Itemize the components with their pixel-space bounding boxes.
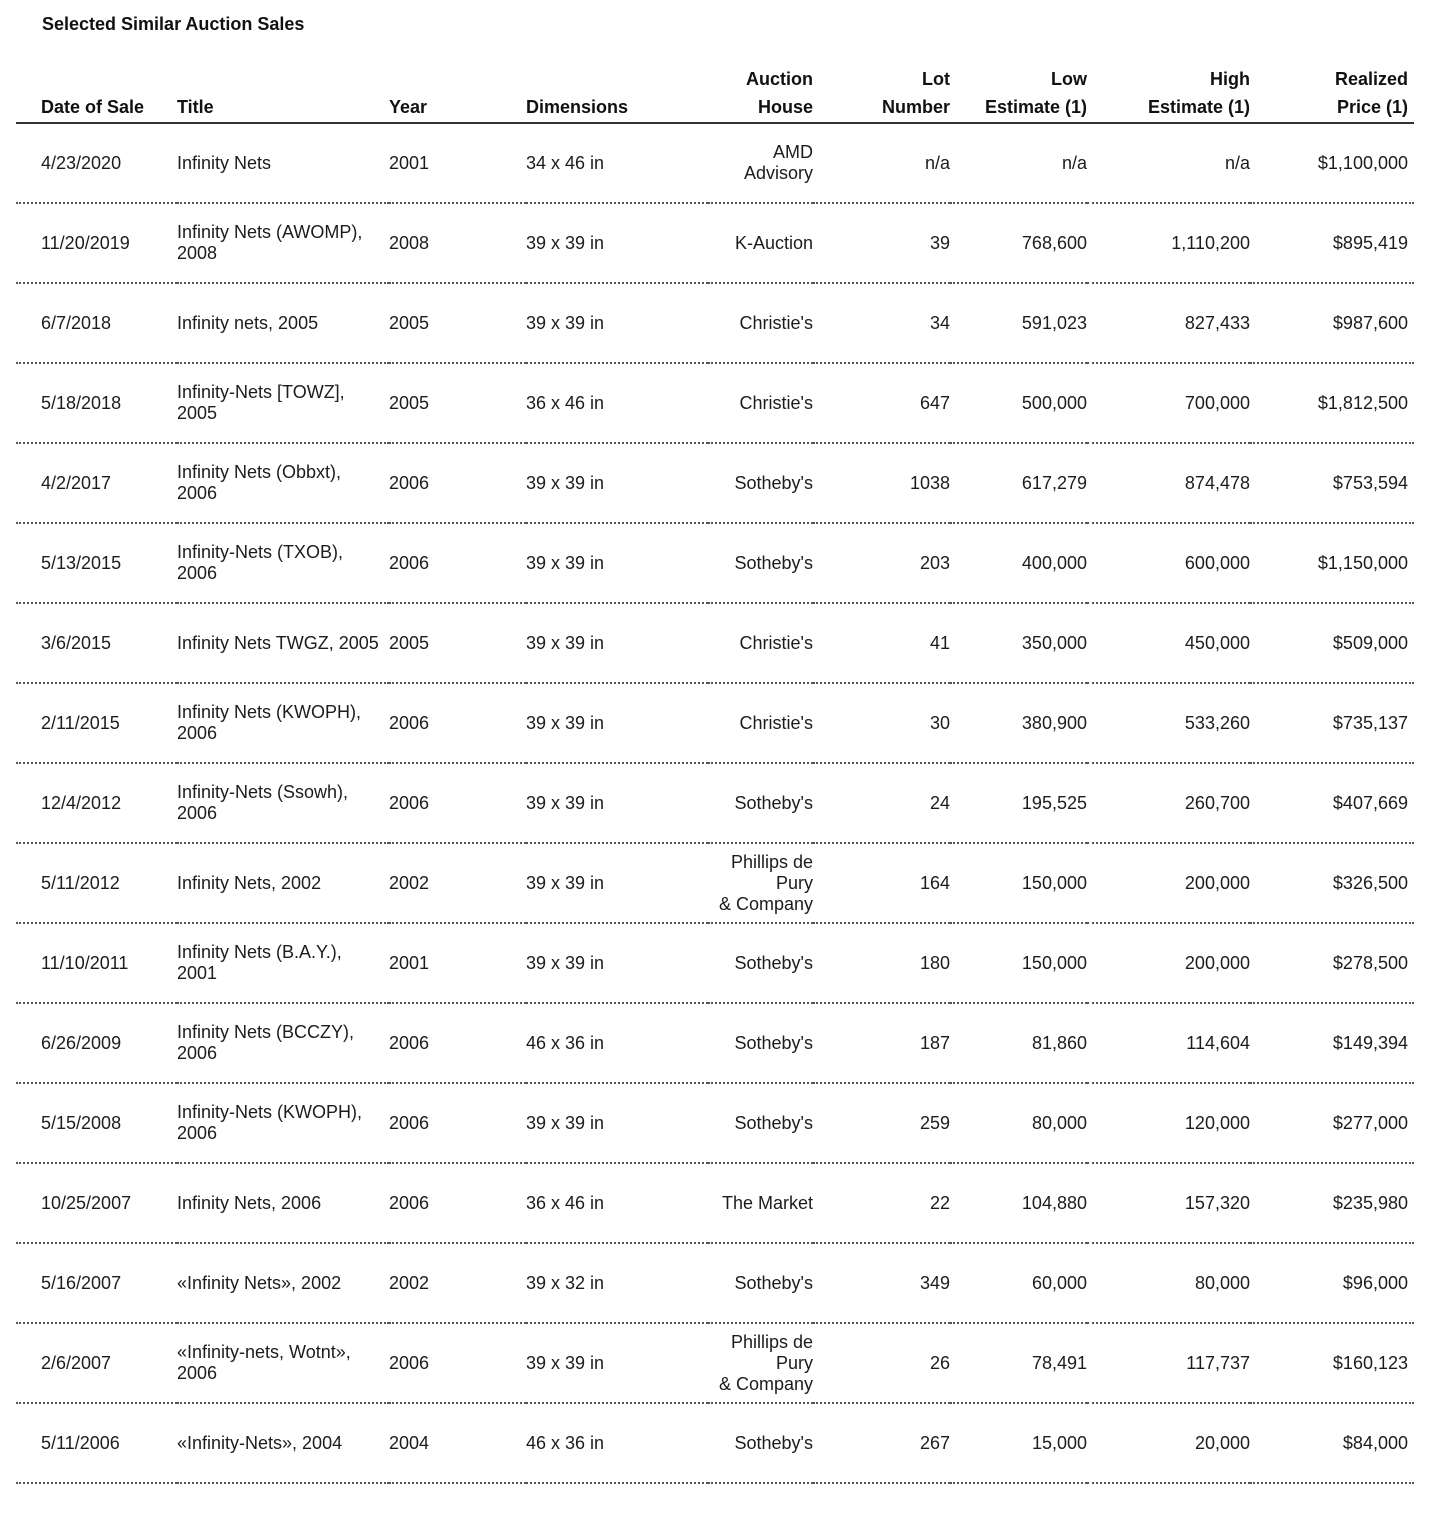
cell-date: 5/11/2012 [16, 843, 177, 923]
table-row [16, 763, 1414, 843]
cell-realized-price: $84,000 [1250, 1403, 1414, 1483]
cell-high-estimate: 874,478 [1087, 443, 1250, 523]
cell-dimensions: 39 x 39 in [526, 523, 708, 603]
cell-low-estimate: 78,491 [950, 1323, 1087, 1403]
table-row [16, 1083, 1414, 1163]
cell-lot-number: 30 [813, 683, 950, 763]
cell-title: Infinity-Nets (TXOB), 2006 [177, 523, 389, 603]
cell-low-estimate: 80,000 [950, 1083, 1087, 1163]
cell-date: 11/10/2011 [16, 923, 177, 1003]
cell-high-estimate: n/a [1087, 123, 1250, 203]
header-row [16, 62, 1414, 123]
cell-dimensions: 39 x 39 in [526, 603, 708, 683]
cell-realized-price: $326,500 [1250, 843, 1414, 923]
column-header-title: Title [177, 62, 389, 123]
cell-year: 2001 [389, 123, 526, 203]
cell-lot-number: 203 [813, 523, 950, 603]
cell-auction-house: Christie's [708, 683, 813, 763]
cell-auction-house: Christie's [708, 603, 813, 683]
cell-low-estimate: 380,900 [950, 683, 1087, 763]
cell-date: 3/6/2015 [16, 603, 177, 683]
cell-title: Infinity Nets (KWOPH), 2006 [177, 683, 389, 763]
cell-high-estimate: 1,110,200 [1087, 203, 1250, 283]
cell-dimensions: 39 x 39 in [526, 843, 708, 923]
cell-lot-number: 24 [813, 763, 950, 843]
cell-high-estimate: 827,433 [1087, 283, 1250, 363]
cell-low-estimate: 350,000 [950, 603, 1087, 683]
cell-auction-house: Sotheby's [708, 1243, 813, 1323]
cell-title: Infinity Nets, 2006 [177, 1163, 389, 1243]
cell-low-estimate: 150,000 [950, 843, 1087, 923]
cell-year: 2001 [389, 923, 526, 1003]
table-row [16, 203, 1414, 283]
cell-high-estimate: 700,000 [1087, 363, 1250, 443]
cell-date: 6/7/2018 [16, 283, 177, 363]
cell-title: Infinity-Nets (KWOPH), 2006 [177, 1083, 389, 1163]
cell-year: 2006 [389, 443, 526, 523]
cell-date: 5/18/2018 [16, 363, 177, 443]
table-row [16, 603, 1414, 683]
cell-high-estimate: 117,737 [1087, 1323, 1250, 1403]
cell-date: 11/20/2019 [16, 203, 177, 283]
table-row [16, 843, 1414, 923]
cell-low-estimate: 617,279 [950, 443, 1087, 523]
table-row [16, 1323, 1414, 1403]
cell-high-estimate: 450,000 [1087, 603, 1250, 683]
cell-date: 4/23/2020 [16, 123, 177, 203]
cell-dimensions: 34 x 46 in [526, 123, 708, 203]
cell-dimensions: 46 x 36 in [526, 1403, 708, 1483]
cell-high-estimate: 20,000 [1087, 1403, 1250, 1483]
cell-auction-house: Christie's [708, 283, 813, 363]
cell-auction-house: Phillips de Pury & Company [708, 1323, 813, 1403]
cell-year: 2006 [389, 1323, 526, 1403]
cell-dimensions: 36 x 46 in [526, 363, 708, 443]
cell-date: 6/26/2009 [16, 1003, 177, 1083]
cell-dimensions: 39 x 39 in [526, 283, 708, 363]
cell-date: 5/13/2015 [16, 523, 177, 603]
cell-date: 5/11/2006 [16, 1403, 177, 1483]
table-header [16, 62, 1414, 123]
cell-auction-house: AMD Advisory [708, 123, 813, 203]
cell-realized-price: $1,100,000 [1250, 123, 1414, 203]
cell-auction-house: Sotheby's [708, 1003, 813, 1083]
cell-low-estimate: n/a [950, 123, 1087, 203]
cell-auction-house: Phillips de Pury & Company [708, 843, 813, 923]
cell-low-estimate: 15,000 [950, 1403, 1087, 1483]
cell-realized-price: $987,600 [1250, 283, 1414, 363]
cell-dimensions: 36 x 46 in [526, 1163, 708, 1243]
cell-high-estimate: 120,000 [1087, 1083, 1250, 1163]
cell-lot-number: 1038 [813, 443, 950, 523]
table-row [16, 363, 1414, 443]
cell-date: 2/6/2007 [16, 1323, 177, 1403]
cell-date: 4/2/2017 [16, 443, 177, 523]
column-header-low-estimate: Low Estimate (1) [950, 62, 1087, 123]
cell-low-estimate: 104,880 [950, 1163, 1087, 1243]
cell-year: 2006 [389, 1003, 526, 1083]
cell-realized-price: $235,980 [1250, 1163, 1414, 1243]
column-header-date: Date of Sale [16, 62, 177, 123]
page-title: Selected Similar Auction Sales [42, 14, 305, 34]
cell-dimensions: 46 x 36 in [526, 1003, 708, 1083]
cell-lot-number: 34 [813, 283, 950, 363]
cell-auction-house: Christie's [708, 363, 813, 443]
cell-low-estimate: 768,600 [950, 203, 1087, 283]
cell-year: 2005 [389, 363, 526, 443]
cell-lot-number: 187 [813, 1003, 950, 1083]
cell-realized-price: $1,812,500 [1250, 363, 1414, 443]
cell-high-estimate: 260,700 [1087, 763, 1250, 843]
auction-sales-table [16, 62, 1414, 1484]
cell-realized-price: $277,000 [1250, 1083, 1414, 1163]
table-row [16, 283, 1414, 363]
cell-auction-house: The Market [708, 1163, 813, 1243]
cell-high-estimate: 200,000 [1087, 843, 1250, 923]
cell-auction-house: Sotheby's [708, 763, 813, 843]
cell-auction-house: Sotheby's [708, 1403, 813, 1483]
cell-title: Infinity-Nets (Ssowh), 2006 [177, 763, 389, 843]
cell-lot-number: n/a [813, 123, 950, 203]
cell-lot-number: 647 [813, 363, 950, 443]
cell-realized-price: $735,137 [1250, 683, 1414, 763]
cell-title: «Infinity-Nets», 2004 [177, 1403, 389, 1483]
cell-lot-number: 39 [813, 203, 950, 283]
cell-dimensions: 39 x 39 in [526, 923, 708, 1003]
cell-auction-house: Sotheby's [708, 443, 813, 523]
cell-title: «Infinity-nets, Wotnt», 2006 [177, 1323, 389, 1403]
cell-realized-price: $1,150,000 [1250, 523, 1414, 603]
cell-high-estimate: 157,320 [1087, 1163, 1250, 1243]
cell-low-estimate: 195,525 [950, 763, 1087, 843]
cell-dimensions: 39 x 39 in [526, 203, 708, 283]
cell-lot-number: 164 [813, 843, 950, 923]
table-row [16, 923, 1414, 1003]
cell-auction-house: K-Auction [708, 203, 813, 283]
cell-realized-price: $149,394 [1250, 1003, 1414, 1083]
column-header-high-estimate: High Estimate (1) [1087, 62, 1250, 123]
cell-low-estimate: 81,860 [950, 1003, 1087, 1083]
cell-year: 2006 [389, 523, 526, 603]
cell-title: Infinity Nets (Obbxt), 2006 [177, 443, 389, 523]
cell-title: Infinity Nets (AWOMP), 2008 [177, 203, 389, 283]
table-row [16, 1403, 1414, 1483]
cell-year: 2002 [389, 1243, 526, 1323]
cell-year: 2008 [389, 203, 526, 283]
cell-title: Infinity nets, 2005 [177, 283, 389, 363]
cell-dimensions: 39 x 39 in [526, 1083, 708, 1163]
cell-title: Infinity Nets [177, 123, 389, 203]
cell-realized-price: $407,669 [1250, 763, 1414, 843]
cell-high-estimate: 114,604 [1087, 1003, 1250, 1083]
cell-year: 2006 [389, 763, 526, 843]
cell-dimensions: 39 x 32 in [526, 1243, 708, 1323]
cell-dimensions: 39 x 39 in [526, 443, 708, 523]
column-header-auction-house: Auction House [708, 62, 813, 123]
table-row [16, 1243, 1414, 1323]
cell-auction-house: Sotheby's [708, 1083, 813, 1163]
cell-lot-number: 41 [813, 603, 950, 683]
cell-year: 2005 [389, 283, 526, 363]
cell-dimensions: 39 x 39 in [526, 1323, 708, 1403]
cell-title: «Infinity Nets», 2002 [177, 1243, 389, 1323]
cell-title: Infinity Nets (B.A.Y.), 2001 [177, 923, 389, 1003]
cell-high-estimate: 600,000 [1087, 523, 1250, 603]
cell-date: 10/25/2007 [16, 1163, 177, 1243]
table-body [16, 123, 1414, 1483]
cell-realized-price: $753,594 [1250, 443, 1414, 523]
cell-year: 2004 [389, 1403, 526, 1483]
cell-year: 2006 [389, 1083, 526, 1163]
cell-lot-number: 259 [813, 1083, 950, 1163]
cell-realized-price: $96,000 [1250, 1243, 1414, 1323]
cell-lot-number: 349 [813, 1243, 950, 1323]
column-header-dimensions: Dimensions [526, 62, 708, 123]
cell-auction-house: Sotheby's [708, 523, 813, 603]
table-row [16, 443, 1414, 523]
cell-high-estimate: 533,260 [1087, 683, 1250, 763]
cell-title: Infinity Nets (BCCZY), 2006 [177, 1003, 389, 1083]
cell-dimensions: 39 x 39 in [526, 763, 708, 843]
cell-realized-price: $160,123 [1250, 1323, 1414, 1403]
cell-auction-house: Sotheby's [708, 923, 813, 1003]
table-row [16, 1003, 1414, 1083]
column-header-realized-price: Realized Price (1) [1250, 62, 1414, 123]
cell-lot-number: 180 [813, 923, 950, 1003]
cell-year: 2002 [389, 843, 526, 923]
cell-year: 2005 [389, 603, 526, 683]
cell-realized-price: $278,500 [1250, 923, 1414, 1003]
table-row [16, 123, 1414, 203]
cell-low-estimate: 591,023 [950, 283, 1087, 363]
cell-dimensions: 39 x 39 in [526, 683, 708, 763]
cell-high-estimate: 80,000 [1087, 1243, 1250, 1323]
cell-low-estimate: 150,000 [950, 923, 1087, 1003]
cell-high-estimate: 200,000 [1087, 923, 1250, 1003]
cell-title: Infinity-Nets [TOWZ], 2005 [177, 363, 389, 443]
cell-year: 2006 [389, 1163, 526, 1243]
cell-low-estimate: 500,000 [950, 363, 1087, 443]
table-row [16, 1163, 1414, 1243]
cell-lot-number: 22 [813, 1163, 950, 1243]
cell-realized-price: $509,000 [1250, 603, 1414, 683]
column-header-lot-number: Lot Number [813, 62, 950, 123]
cell-lot-number: 267 [813, 1403, 950, 1483]
cell-year: 2006 [389, 683, 526, 763]
cell-low-estimate: 60,000 [950, 1243, 1087, 1323]
cell-lot-number: 26 [813, 1323, 950, 1403]
cell-title: Infinity Nets, 2002 [177, 843, 389, 923]
cell-date: 5/15/2008 [16, 1083, 177, 1163]
cell-date: 2/11/2015 [16, 683, 177, 763]
cell-realized-price: $895,419 [1250, 203, 1414, 283]
table-row [16, 523, 1414, 603]
table-row [16, 683, 1414, 763]
cell-title: Infinity Nets TWGZ, 2005 [177, 603, 389, 683]
cell-date: 12/4/2012 [16, 763, 177, 843]
column-header-year: Year [389, 62, 526, 123]
cell-low-estimate: 400,000 [950, 523, 1087, 603]
cell-date: 5/16/2007 [16, 1243, 177, 1323]
